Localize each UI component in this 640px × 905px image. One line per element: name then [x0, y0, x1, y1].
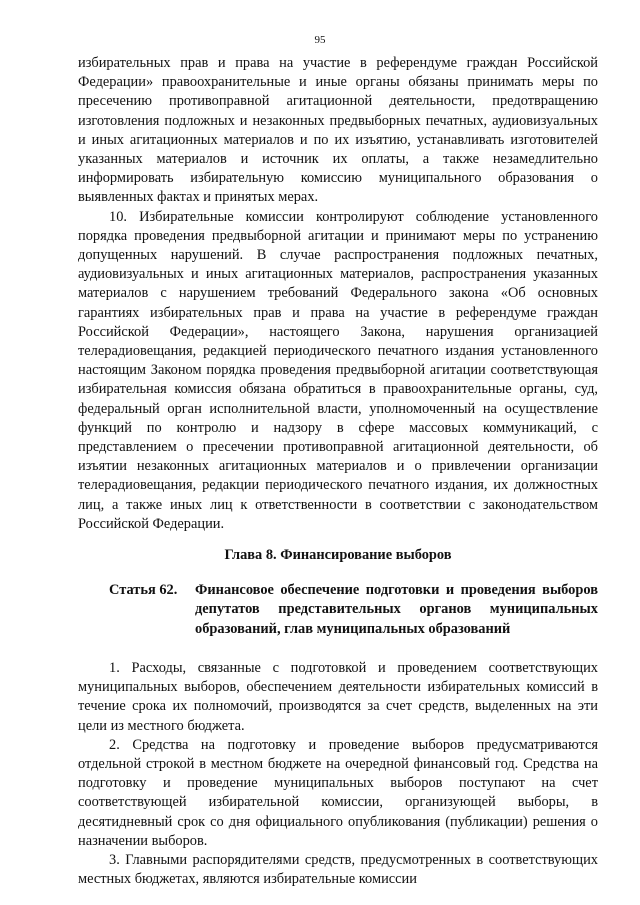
article-heading	[78, 581, 598, 639]
document-body	[78, 54, 598, 889]
chapter-heading: Глава 8. Финансирование выборов	[224, 547, 452, 564]
paragraph-item-1: 1. Расходы, связанные с подготовкой и проведением соответствующих муниципальных выборов, обеспечением деятельности избирательных комиссий в течение срока их полномочий, производятся за счет средств, выделенных на эти цели из местного бюджета.	[78, 659, 598, 734]
paragraph-continuation: избирательных прав и права на участие в референдуме граждан Российской Федерации» правоохранительные и иные органы обязаны принимать меры по пресечению противоправной агитационной деятельности, предотвращению изготовления подложных и незаконных предвыборных печатных, аудиовизуальных и иных агитационных материалов и по их изъятию, устанавливать изготовителей указанных материалов и источник их оплаты, а также незамедлительно информировать избирательную комиссию муниципального образования о выявленных фактах и принятых мерах.	[78, 55, 598, 206]
article-title: Финансовое обеспечение подготовки и проведения выборов депутатов представительных органов муниципальных образований, глав муниципальных образований	[195, 582, 598, 637]
paragraph-item-2: 2. Средства на подготовку и проведение выборов предусматриваются отдельной строкой в местном бюджете на очередной финансовый год. Средства на подготовку и проведение муниципальных выборов поступают на счет соответствующей избирательной комиссии, организующей выборы, в десятидневный срок со дня официального опубликования (публикации) решения о назначении выборов.	[78, 736, 598, 849]
page-number: 95	[314, 34, 326, 46]
article-number: Статья 62.	[109, 582, 178, 599]
paragraph-item-3: 3. Главными распорядителями средств, предусмотренных в соответствующих местных бюджетах, являются избирательные комиссии	[78, 851, 598, 888]
paragraph-item-10: 10. Избирательные комиссии контролируют соблюдение установленного порядка проведения предвыборной агитации и принимают меры по устранению допущенных нарушений. В случае распространения подложных печатных, аудиовизуальных и иных агитационных материалов, распространения указанных материалов с нарушением требований Федерального закона «Об основных гарантиях избирательных прав и права на участие в референдуме граждан Российской Федерации», настоящего Закона, нарушения организацией телерадиовещания, редакцией периодического печатного издания установленного настоящим Законом порядка проведения предвыборной агитации соответствующая избирательная комиссия обязана обратиться в правоохранительные органы, суд, федеральный орган исполнительной власти, уполномоченный на осуществление функций по контролю и надзору в сфере массовых коммуникаций, с представлением о пресечении противоправной агитационной деятельности, об изъятии незаконных агитационных материалов и о привлечении организации телерадиовещания, редакции периодического печатного издания, их должностных лиц, а также иных лиц к ответственности в соответствии с законодательством Российской Федерации.	[78, 208, 598, 532]
